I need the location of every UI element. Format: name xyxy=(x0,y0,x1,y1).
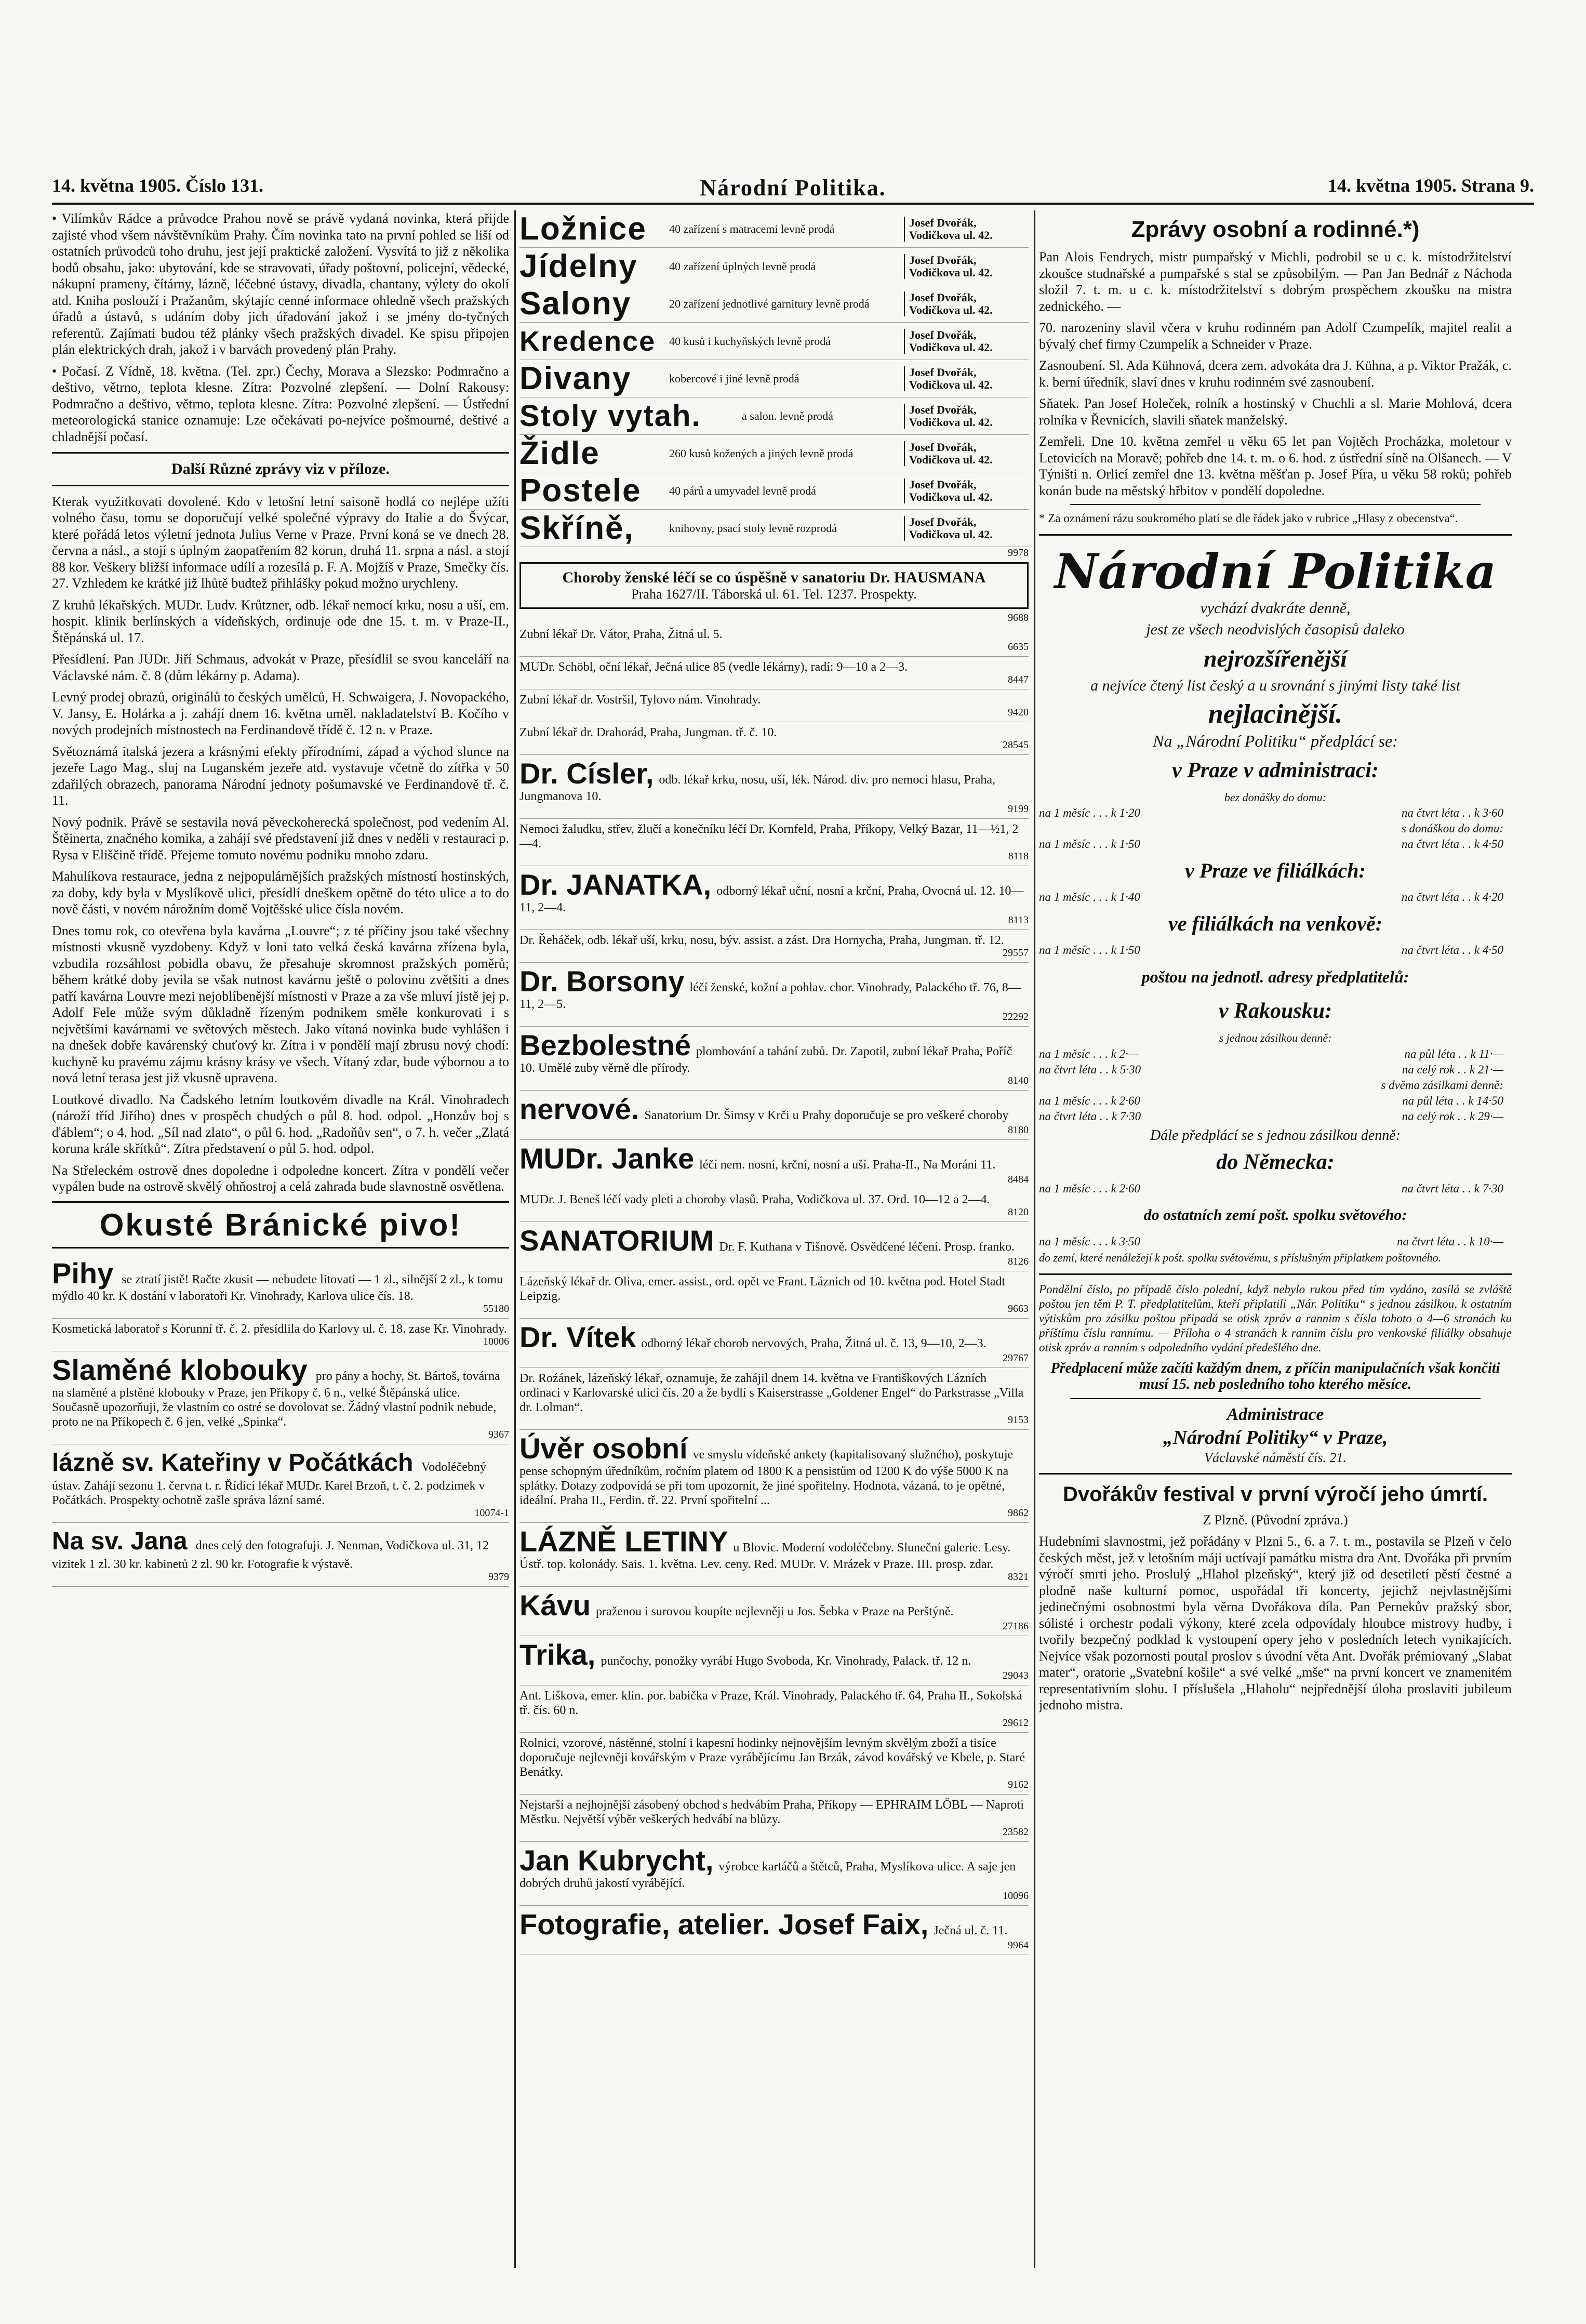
ad-text: u Blovic. Moderní vodoléčebny. Sluneční galerie. Lesy. Ústř. top. kolonády. Sais. 1. května. Lev. ceny. Red. MUDr. V. Mrázek v Praze. III. prosp. zdar. xyxy=(519,1541,1011,1571)
classified-ad xyxy=(519,819,1029,866)
price-subheading: s jednou zásilkou denně: xyxy=(1219,1031,1332,1044)
price-cell: na čtvrt léta . . k 10·— xyxy=(1396,1235,1503,1248)
ad-desc: 20 zařízení jednotlivé garnitury levně prodá xyxy=(669,297,870,310)
classified-ad xyxy=(519,866,1029,930)
box-ad-line1: Choroby ženské léčí se co úspěšně v sanatoriu Dr. HAUSMANA xyxy=(562,569,986,586)
ad-code: 9367 xyxy=(488,1428,509,1440)
news-paragraph: Zasnoubení. Sl. Ada Kühnová, dcera zem. advokáta dra J. Kühna, a p. Viktor Pražák, c. k. berní úředník, slaví dnes v kruhu rodinném své zasnoubení. xyxy=(1039,358,1512,390)
price-table xyxy=(1039,889,1512,905)
price-row xyxy=(1039,836,1512,852)
ad-vendor: Josef Dvořák, Vodičkova ul. 42. xyxy=(904,404,1029,429)
ad-title: Fotografie, atelier. Josef Faix, xyxy=(519,1908,929,1941)
price-table xyxy=(1039,1234,1512,1250)
news-paragraph: Světoznámá italská jezera a krásnými efekty přírodními, západ a východ slunce na jezeře Lago Mag., sluj na Luganském jezeře atd. vystavuje včetně do zítřka v 50 zdařilých obrazech, panorama Národní jednoty pošumavské ve Ferdinandově tř. č. 11. xyxy=(52,743,509,808)
price-heading: v Praze ve filiálkách: xyxy=(1185,859,1366,882)
news-paragraph: Levný prodej obrazů, originálů to českých umělců, H. Schwaigera, J. Novopackého, V. Jansy, E. Holárka a j. zahájí dnem 16. května uměl. nakladatelství B. Kočího v nových prodejních místnostech na Ferdinandově třídě č. 12 n. v Praze. xyxy=(52,689,509,737)
price-cell: na čtvrt léta . . k 5·30 xyxy=(1039,1063,1141,1076)
price-cell xyxy=(1039,1078,1271,1093)
ad-code: 23582 xyxy=(1003,1826,1029,1838)
classified-ad xyxy=(52,1444,509,1523)
ad-text: Rolnici, vzorové, nástěnné, stolní i kapesní hodinky nejnovějším levným skvělým zboží a tisíce doporučuje nejlevněji kovářským v Praze vyrábějícímu Jan Brzák, závod kovářský ve Kbele, p. Staré Benátky. xyxy=(519,1736,1025,1779)
ad-text: praženou i surovou koupíte nejlevněji u Jos. Šebka v Praze na Perštýně. xyxy=(595,1605,954,1618)
ad-code: 9420 xyxy=(1008,707,1029,718)
ad-text: odborný lékař uční, nosní a krční, Praha, Ovocná ul. 12. 10—11, 2—4. xyxy=(519,884,1024,914)
price-heading: v Rakousku: xyxy=(1218,999,1332,1023)
classified-ad xyxy=(519,1430,1029,1523)
classified-ad xyxy=(519,930,1029,963)
ad-title: nervové. xyxy=(519,1093,639,1125)
ad-text: Nejstarší a nejhojnější zásobený obchod s hedvábím Praha, Příkopy — EPHRAIM LÖBL — Naproti Městku. Největší výběr veškerých hedvábí na blůzy. xyxy=(519,1798,1024,1826)
ad-code: 6635 xyxy=(1008,641,1029,653)
news-paragraph: Zemřeli. Dne 10. května zemřel u věku 65 let pan Vojtěch Procházka, moletour v Letovicích na Moravě; pohřeb dne 14. t. m. o 6. hod. z ústřední síně na Olšanech. — V Týništi n. Orlicí zemřel dne 13. května měšťan p. Josef Píra, u věku 58 roků; pohřeb konán bude na městský hřbitov v pondělí dopoledne. xyxy=(1039,434,1512,498)
ad-vendor: Josef Dvořák, Vodičkova ul. 42. xyxy=(904,254,1029,279)
ad-text: Sanatorium Dr. Šimsy v Krči u Prahy doporučuje se pro veškeré choroby xyxy=(644,1109,1009,1122)
news-paragraph: Nový podnik. Právě se sestavila nová pěveckoherecká společnost, pod vedením Al. Štěinerta, značného komika, a zahájí své představení již dnes v neděli v restauraci p. Rysa v Eliščině třídě. Přejeme tomuto novému podniku mnoho zdaru. xyxy=(52,814,509,862)
ad-text: plombování a tahání zubů. Dr. Zapotil, zubní lékař Praha, Poříč 10. Umělé zuby věrně dle přírody. xyxy=(519,1045,1012,1075)
price-subheading: bez donášky do domu: xyxy=(1224,790,1327,804)
price-cell: na půl léta . . k 11·— xyxy=(1404,1047,1503,1060)
divider xyxy=(1070,1398,1481,1399)
promo-line: Dále předplácí se s jednou zásilkou denně: xyxy=(1150,1127,1401,1144)
news-paragraph: Dnes tomu rok, co otevřena byla kavárna „Louvre“; z té příčiny jsou také všechny místnosti vkusně vyzdobeny. Když v loni tato velká česká kavárna zřízena byla, vzbudila rozsáhlost pobidla obavu, že přesahuje skromnost pražských poměrů; během krátké doby jevila se však nutnost kavárnu ještě o polovinu zvětšiti a dnes patří kavárna Louvre mezi nejoblíbenější místnosti v Praze a za vše mluví jistě jej p. Adolf Fele může svým důkladně řízeným podnikem směle konkurovati i s největšími kavárnami ve světových městech. Jako vítaná novinka bude vyhlášen i na dnešek dobře kavárenský chuťový kr. Zítra i v pondělí mají zbrusu nový chodí: kuchyně ku pravému zájmu krásny krásy ve všech. Vítaný zdar, bude výbornou a to nová letní terasa jest již vkusně upravena. xyxy=(52,923,509,1085)
ad-word: Skříně, xyxy=(519,510,634,546)
ad-code: 29612 xyxy=(1003,1717,1029,1729)
ad-desc: knihovny, psací stoly levně rozprodá xyxy=(669,521,837,535)
furniture-ad xyxy=(519,323,1029,360)
price-cell: na 1 měsíc . . . k 1·40 xyxy=(1039,891,1140,904)
furniture-ad xyxy=(519,472,1029,510)
ad-desc: 40 zařízení s matracemi levně prodá xyxy=(669,222,835,235)
classified-ad xyxy=(519,755,1029,819)
price-row xyxy=(1039,1181,1512,1197)
ad-code: 28545 xyxy=(1003,739,1029,751)
ad-vendor: Josef Dvořák, Vodičkova ul. 42. xyxy=(904,479,1029,503)
furniture-ad xyxy=(519,248,1029,285)
price-row xyxy=(1039,1046,1512,1062)
price-cell: na celý rok . . k 29·— xyxy=(1402,1109,1503,1123)
classified-ad xyxy=(519,1636,1029,1685)
price-cell: na 1 měsíc . . . k 1·50 xyxy=(1039,944,1140,957)
classified-ad xyxy=(519,1733,1029,1795)
classified-ad xyxy=(52,1319,509,1351)
ad-code: 8484 xyxy=(1008,1174,1029,1185)
ad-text: Ant. Liškova, emer. klin. por. babička v Praze, Král. Vinohrady, Palackého tř. 64, Praha II., Sokolská tř. čís. 60 n. xyxy=(519,1689,1022,1717)
ad-title: Bezbolestné xyxy=(519,1029,691,1061)
price-cell: s dvěma zásilkami denně: xyxy=(1381,1078,1503,1092)
price-cell: na 1 měsíc . . . k 2·60 xyxy=(1039,1094,1140,1107)
ad-code: 22292 xyxy=(1003,1011,1029,1022)
news-paragraph: Loutkové divadlo. Na Čadského letním loutkovém divadle na Král. Vinohradech (nároží tříd Jiřího) dnes v prospěch chudých o půl 8. hod. odpol. „Honzův boj s ďáblem“; o 4. hod. „Síl nad zlato“, o půl 6. hod. „Radoňův sen“, o 7. h. večer „Zlatá koruna krále skřítků“. Zítra představení o půl 5. hod. odpol. xyxy=(52,1092,509,1156)
newspaper-logo: Národní Politika xyxy=(1054,543,1497,600)
divider xyxy=(1039,534,1512,536)
ad-code: 9964 xyxy=(1008,1940,1029,1951)
price-row xyxy=(1039,1062,1512,1078)
ad-word: Jídelny xyxy=(519,248,638,284)
divider xyxy=(1070,504,1481,505)
ad-title: Úvěr osobní xyxy=(519,1432,688,1465)
furniture-ad xyxy=(519,510,1029,547)
price-cell: na čtvrt léta . . k 4·50 xyxy=(1401,944,1503,957)
classified-ad xyxy=(519,1523,1029,1587)
ad-code: 8180 xyxy=(1008,1124,1029,1136)
ad-code: 29043 xyxy=(1003,1670,1029,1681)
price-cell: na 1 měsíc . . . k 1·50 xyxy=(1039,838,1140,851)
price-cell: na 1 měsíc . . . k 2·— xyxy=(1039,1047,1139,1060)
news-paragraph: Z kruhů lékařských. MUDr. Ludv. Krůtzner, odb. lékař nemocí krku, nosu a uší, em. hospit. klinik berlínských a vídeňských, ordinuje ode dne 15. t. m. v Praze-II., Štěpánská ul. 17. xyxy=(52,597,509,645)
ad-text: Zubní lékař dr. Vostršil, Tylovo nám. Vinohrady. xyxy=(519,693,761,707)
price-cell: na čtvrt léta . . k 4·50 xyxy=(1401,838,1503,851)
ad-text: léčí nem. nosní, krční, nosní a uší. Praha-II., Na Moráni 11. xyxy=(699,1158,996,1172)
classified-ad xyxy=(52,1255,509,1319)
price-cell: na čtvrt léta . . k 7·30 xyxy=(1401,1182,1503,1195)
price-row xyxy=(1039,889,1512,905)
price-table xyxy=(1039,942,1512,958)
admin-address: Václavské náměstí čís. 21. xyxy=(1204,1450,1347,1465)
ad-text: MUDr. Schöbl, oční lékař, Ječná ulice 85 (vedle lékárny), radí: 9—10 a 2—3. xyxy=(519,660,908,674)
ad-desc: kobercové i jiné levně prodá xyxy=(669,371,799,385)
ad-code: 27186 xyxy=(1003,1621,1029,1632)
furniture-ad xyxy=(519,360,1029,397)
footnote: * Za oznámení rázu soukromého platí se dle řádek jako v rubrice „Hlasy z obecenstva“. xyxy=(1039,512,1458,525)
price-heading: do ostatních zemí pošt. spolku světového: xyxy=(1143,1206,1407,1224)
ad-title: Trika, xyxy=(519,1638,596,1671)
masthead-title: Národní Politika. xyxy=(700,175,886,201)
ad-word: Ložnice xyxy=(519,210,647,247)
classified-ad xyxy=(519,1685,1029,1733)
classified-ad xyxy=(519,1906,1029,1955)
dateline: Z Plzně. (Původní zpráva.) xyxy=(1203,1512,1348,1528)
ad-text: Ječná ul. č. 11. xyxy=(934,1924,1008,1937)
ad-desc: 40 párů a umyvadel levně prodá xyxy=(669,484,816,497)
box-ad-line2: Praha 1627/II. Táborská ul. 61. Tel. 1237. Prospekty. xyxy=(631,587,917,602)
news-paragraph: Kterak využitkovati dovolené. Kdo v letošní letní saisoně hodlá co nejlépe užíti volného času, tomu se doporučují velké společné výpravy do Italie a do Švýcar, které pořádá letos výletní jednota Julius Verne v Praze. První koná se ve dnech 28. června a násl., a stojí s úplným zaopatřením 82 korun, druhá 11. srpna a násl. a stojí 88 kor. Veškery bližší informace udílí a rozesílá p. F. A. Mojžíš v Praze, Smečky čís. 27. Vzhledem ke krátké již lhůtě budtež přihlášky pokud možno urychleny. xyxy=(52,494,509,591)
sanatorium-box-ad xyxy=(519,562,1029,609)
classified-ad xyxy=(519,963,1029,1027)
ad-desc: 40 zařízení úplných levně prodá xyxy=(669,259,816,273)
price-row xyxy=(1039,1078,1512,1093)
ad-text: punčochy, ponožky vyrábí Hugo Svoboda, Kr. Vinohrady, Palack. tř. 12 n. xyxy=(601,1654,971,1668)
masthead xyxy=(52,171,1534,205)
ad-desc: 260 kusů kožených a jiných levně prodá xyxy=(669,446,854,460)
ad-text: Nemoci žaludku, střev, žlučí a konečníku léčí Dr. Kornfeld, Praha, Příkopy, Velký Bazar, 11—½1, 2—4. xyxy=(519,822,1019,851)
ad-text: se ztratí jistě! Račte zkusit — nebudete litovati — 1 zl., silnější 2 zl., k tomu mýdlo 40 kr. K dostání v laboratoři Kr. Vinohrady, Karlova ulice čís. 18. xyxy=(52,1272,503,1303)
ad-title: Na sv. Jana xyxy=(52,1527,188,1555)
ad-code: 8140 xyxy=(1008,1075,1029,1086)
ad-code: 9663 xyxy=(1008,1303,1029,1314)
promo-paragraph: Pondělní číslo, po případě číslo polední, když nebylo rukou před tím vydáno, zasílá se zvláště poštou jen těm P. T. předplatitelům, kteří připlatili „Nár. Politiku“ s jednou zásilkou, k ostatním výtiskům pro zásilku poštou připadá se otisk zpráv a rannim s čísla tohoto o 4—6 stranách ku příštímu číslu rannímu. — Příloha o 4 stranách k rannim číslu pro venkovské filiálky obsahuje otisk zpráv a ranním s odpoledního vydání předešlého dne. xyxy=(1039,1282,1512,1354)
ad-code: 9978 xyxy=(1008,547,1029,559)
ad-vendor: Josef Dvořák, Vodičkova ul. 42. xyxy=(904,516,1029,541)
ad-title: LÁZNĚ LETINY xyxy=(519,1525,728,1558)
promo-line: Na „Národní Politiku“ předplácí se: xyxy=(1153,732,1398,750)
ad-word: Salony xyxy=(519,285,632,322)
ad-title: Dr. Vítek xyxy=(519,1321,636,1353)
ad-text: Zubní lékař dr. Drahorád, Praha, Jungman. tř. č. 10. xyxy=(519,726,777,739)
news-paragraph: Pan Alois Fendrych, mistr pumpařský v Michli, podrobil se u c. k. místodržitelství zkoušce studnařské a pumpařské s stal se způsobilým. — Pan Jan Bednář z Náchoda složil 7. t. m. u c. k. místodržitelství s dobrým prospěchem zkoušku na mistra zednického. — xyxy=(1039,249,1512,314)
price-row xyxy=(1039,821,1512,836)
classified-ad xyxy=(519,1842,1029,1906)
left-column xyxy=(52,210,509,2278)
ad-vendor: Josef Dvořák, Vodičkova ul. 42. xyxy=(904,217,1029,242)
ad-code: 8120 xyxy=(1008,1206,1029,1218)
ad-desc: a salon. levně prodá xyxy=(742,409,833,422)
ad-text: Vodoléčebný ústav. Zahájí sezonu 1. června t. r. Řídící lékař MUDr. Karel Brzoň, t. č. 2. podzimek v Počátkách. Prospekty ochotně zašle správa lázní samé. xyxy=(52,1460,486,1507)
admin-heading: Administrace xyxy=(1227,1404,1324,1424)
ad-vendor: Josef Dvořák, Vodičkova ul. 42. xyxy=(904,329,1029,354)
ad-title: MUDr. Janke xyxy=(519,1142,695,1175)
ad-title: Jan Kubrycht, xyxy=(519,1844,714,1877)
promo-emphasis: nejrozšířenější xyxy=(1203,645,1348,672)
classified-ad xyxy=(519,1795,1029,1842)
price-heading: v Praze v administraci: xyxy=(1172,758,1379,782)
price-heading: poštou na jednotl. adresy předplatitelů: xyxy=(1141,967,1409,986)
beer-ad-banner: Okusté Bránické pivo! xyxy=(52,1201,509,1249)
ad-title: Dr. Císler, xyxy=(519,757,654,790)
price-table xyxy=(1039,805,1512,852)
price-table xyxy=(1039,1046,1512,1124)
price-row xyxy=(1039,1234,1512,1250)
ad-word: Postele xyxy=(519,472,642,509)
classified-ad xyxy=(52,1523,509,1587)
news-paragraph: Sňatek. Pan Josef Holeček, rolník a hostinský v Chuchli a sl. Marie Mohlová, dcera rolníka v Řevnicích, slavili sňatek manželský. xyxy=(1039,396,1512,428)
ad-code: 9379 xyxy=(488,1571,509,1583)
price-row xyxy=(1039,1093,1512,1109)
price-cell: na čtvrt léta . . k 7·30 xyxy=(1039,1109,1141,1123)
ad-word: Židle xyxy=(519,435,600,471)
ad-code: 8118 xyxy=(1008,851,1029,862)
classified-ad xyxy=(519,1222,1029,1271)
column-rule xyxy=(514,210,516,2268)
price-row xyxy=(1039,942,1512,958)
price-cell: na čtvrt léta . . k 3·60 xyxy=(1401,806,1503,819)
divider xyxy=(1039,1473,1512,1475)
price-cell: s donáškou do domu: xyxy=(1401,822,1503,835)
ad-text: Dr. F. Kuthana v Tišnově. Osvědčené léčení. Prosp. franko. xyxy=(719,1240,1015,1254)
ad-text: ve smyslu vídeňské ankety (kapitalisovaný služného), poskytuje pense schopným úředníkům, ročním platem od 1800 K a pensistům od 1200 K do výše 5000 K na splátky. Dotazy zodpovídá se při tom upozornit, že jiné spořitelny. Hodnota, vázaná, to je opětné, ideální. Praha II., Ferdin. tř. 22. První spořitelní ... xyxy=(519,1448,1014,1507)
classified-ad xyxy=(519,689,1029,722)
news-paragraph: Přesídlení. Pan JUDr. Jiří Schmaus, advokát v Praze, přesídlil se svou kanceláří na Václavské nám. č. 8 (dům lékárny p. Adama). xyxy=(52,652,509,683)
divider xyxy=(1039,1273,1512,1275)
admin-heading: „Národní Politiky“ v Praze, xyxy=(1163,1426,1388,1449)
middle-column xyxy=(519,210,1029,2278)
price-cell: na celý rok . . k 21·— xyxy=(1402,1063,1503,1076)
price-row xyxy=(1039,805,1512,821)
price-cell: na půl léta . . k 14·50 xyxy=(1402,1094,1503,1107)
ad-code: 8321 xyxy=(1008,1571,1029,1583)
furniture-ad xyxy=(519,435,1029,472)
ad-code: 9153 xyxy=(1008,1414,1029,1426)
ad-title: lázně sv. Kateřiny v Počátkách xyxy=(52,1449,414,1477)
classified-ad xyxy=(519,722,1029,755)
ad-code: 9688 xyxy=(1008,612,1029,623)
classified-ad xyxy=(519,624,1029,657)
classified-ad xyxy=(519,1140,1029,1189)
classified-ad xyxy=(519,1027,1029,1091)
promo-line: a nejvíce čtený list český a u srovnání s jinými listy také list xyxy=(1090,676,1461,694)
furniture-ad xyxy=(519,397,1029,435)
furniture-ads xyxy=(519,210,1029,559)
news-paragraph: Mahulíkova restaurace, jedna z nejpopulárnějších pražských místností hostinských, za doby, kdy byla v Myslíkově ulici, přesídlí dneškem opětně do této ulice a to do nově části, v novém nárožním domě Vojtěšské ulice čísla novém. xyxy=(52,869,509,917)
ad-text: odborný lékař chorob nervových, Praha, Žitná ul. č. 13, 9—10, 2—3. xyxy=(641,1337,987,1350)
price-heading: ve filiálkách na venkově: xyxy=(1168,912,1383,935)
ad-text: pro pány a hochy, St. Bártoš, továrna na slaměné a plstěné klobouky v Praze, jen Příkopy č. 6 n., velké Štěpánská ulice. Současně upozorňuji, že vlastním co ostré se dovolovat se. Žádný vlastní podnik nebude, proto ne na Příkopech č. 6 jen, velké „Spinka“. xyxy=(52,1369,500,1429)
ad-text: výrobce kartáčů a štětců, Praha, Myslíkova ulice. A saje jen dobrých druhů jakostí vyrábějící. xyxy=(519,1860,1016,1890)
ad-text: Zubní lékař Dr. Vátor, Praha, Žitná ul. 5. xyxy=(519,628,723,641)
ad-word: Kredence xyxy=(519,325,656,357)
divider xyxy=(52,485,509,486)
ad-vendor: Josef Dvořák, Vodičkova ul. 42. xyxy=(904,366,1029,391)
price-cell: na 1 měsíc . . . k 1·20 xyxy=(1039,806,1140,819)
masthead-date-right: 14. května 1905. Strana 9. xyxy=(1327,175,1534,196)
classified-ad xyxy=(519,1091,1029,1140)
news-paragraph: Hudebními slavnostmi, jež pořádány v Plzni 5., 6. a 7. t. m., postavila se Plzeň v čelo českých měst, jež v letošním máji uctívají památku mistra dra Ant. Dvořáka při prvním výročí smrti jeho. Proslulý „Hlahol plzeňský“, který již od desetiletí pěstí čestné a plodně naše kulturní pomoc, uspořádal tři koncerty, jejichž nejvlastnějšími jedinečnými osobnostmi byla věrna Dvořákova díla. Pan Pernekův pražský sbor, sólisté i orchestr podali výkony, které zcela odpovídaly hloubce mistrovy hudby, i tvořily bezpečný podklad k vystoupení opery jeho v posledních letech vynikajících. Nejvíce však pozornosti poutal proslov s úvodní věta Ant. Dvořák prémiovaný „Slabat mater“, oratorie „Svatební košile“ a své velké „mše“ na první koncert ve znamenitém representativním slohu. I příslušela „Hlaholu“ nejpřednější úloha proslaviti jubileum jednoho mistra. xyxy=(1039,1534,1512,1712)
ad-desc: 40 kusů i kuchyňských levně prodá xyxy=(669,334,831,348)
ad-code: 10096 xyxy=(1003,1890,1029,1902)
ad-vendor: Josef Dvořák, Vodičkova ul. 42. xyxy=(904,291,1029,316)
ad-code: 9162 xyxy=(1008,1779,1029,1790)
column-rule xyxy=(1034,210,1035,2268)
right-column xyxy=(1039,210,1512,2278)
ad-text: Dr. Řeháček, odb. lékař uší, krku, nosu, býv. assist. a zást. Dra Hornycha, Praha, Jungman. tř. 12. xyxy=(519,934,1004,947)
ad-title: Dr. Borsony xyxy=(519,965,685,998)
classified-ad xyxy=(519,1368,1029,1430)
ad-code: 29557 xyxy=(1003,947,1029,959)
section-heading: Dvořákův festival v první výročí jeho úmrtí. xyxy=(1062,1482,1488,1506)
promo-line: vychází dvakráte denně, xyxy=(1200,599,1351,617)
section-heading: Zprávy osobní a rodinné.*) xyxy=(1131,217,1420,242)
classified-ad xyxy=(519,657,1029,689)
ad-text: MUDr. J. Beneš léčí vady pleti a choroby vlasů. Praha, Vodičkova ul. 37. Ord. 10—12 a 2—4. xyxy=(519,1193,990,1206)
furniture-ad xyxy=(519,285,1029,323)
divider xyxy=(52,452,509,454)
ad-word: Stoly vytah. xyxy=(519,399,701,433)
ad-text: Lázeňský lékař dr. Oliva, emer. assist., ord. opět ve Frant. Láznich od 10. května pod. Hotel Stadt Leipzig. xyxy=(519,1275,1006,1303)
ad-word: Divany xyxy=(519,360,632,396)
ad-vendor: Josef Dvořák, Vodičkova ul. 42. xyxy=(904,441,1029,466)
ad-text: odb. lékař krku, nosu, uší, lék. Národ. div. pro nemoci hlasu, Praha, Jungmanova 10. xyxy=(519,773,996,803)
promo-line: jest ze všech neodvislých časopisů daleko xyxy=(1146,621,1405,638)
ad-code: 10006 xyxy=(483,1335,509,1347)
news-paragraph: Na Střeleckém ostrově dnes dopoledne i odpoledne koncert. Zítra v pondělí večer vypálen bude na ostrově skvělý ohňostroj a celá zahrada bude slavnostně osvětlena. xyxy=(52,1162,509,1194)
classified-ad xyxy=(519,1189,1029,1222)
price-cell: na 1 měsíc . . . k 2·60 xyxy=(1039,1182,1140,1195)
ad-code: 8447 xyxy=(1008,674,1029,685)
ad-code: 8126 xyxy=(1008,1256,1029,1267)
price-heading: do Německa: xyxy=(1216,1150,1335,1174)
ad-code: 29767 xyxy=(1003,1352,1029,1364)
price-cell: na čtvrt léta . . k 4·20 xyxy=(1401,891,1503,904)
ad-text: Kosmetická laboratoř s Korunní tř. č. 2. přesídlila do Karlovy ul. č. 18. zase Kr. Vinohrady. xyxy=(52,1322,507,1336)
price-note: do zemí, které nenáležejí k pošt. spolku světovému, s příslušným připlatkem poštovného. xyxy=(1039,1251,1442,1264)
classified-ad xyxy=(52,1351,509,1444)
price-cell xyxy=(1039,821,1271,836)
ad-code: 10074-1 xyxy=(474,1507,509,1519)
section-heading: Další Různé zprávy viz v příloze. xyxy=(171,460,390,477)
ad-text: Dr. Roźánek, lázeňský lékař, oznamuje, že zahájil dnem 14. května ve Františkových Lázních ordinaci v Karlovarské ulici čís. 20 a že bydlí s Kaiserstrasse „Goldener Engel“ do Parkstrasse „Villa dr. Lolman“. xyxy=(519,1372,1024,1414)
furniture-ad xyxy=(519,210,1029,248)
ad-title: Slaměné klobouky xyxy=(52,1353,308,1386)
ad-code: 9862 xyxy=(1008,1507,1029,1519)
price-row xyxy=(1039,1109,1512,1124)
news-paragraph: • Počasí. Z Vídně, 18. května. (Tel. zpr.) Čechy, Morava a Slezsko: Podmračno a deštivo, větrno, teplota klesne. Zítra: Pozvolné zlepšení. — Dolní Rakousy: Podmračno a deštivo, větrno, teplota klesne. Zítra: Pozvolné zlepšení. — Ústřední meteorologická stanice oznamuje: Lze očekávati po-nejvíce pošmourné, deštivé a chladnější počasí. xyxy=(52,363,509,444)
ad-code: 9199 xyxy=(1008,803,1029,815)
ad-text: dnes celý den fotografuji. J. Nenman, Vodičkova ul. 31, 12 vizitek 1 zl. 30 kr. kabinetů 2 zl. 90 kr. Fotografie k výstavě. xyxy=(52,1538,489,1571)
price-table xyxy=(1039,1181,1512,1197)
ad-title: Dr. JANATKA, xyxy=(519,868,712,901)
price-cell: na 1 měsíc . . . k 3·50 xyxy=(1039,1235,1140,1248)
ad-title: SANATORIUM xyxy=(519,1224,714,1257)
news-paragraph: • Vilímkův Rádce a průvodce Prahou nově se právě vydaná novinka, která přijde zajisté vhod všem návštěvníkům Prahy. Čím novinka tato na první pohled se liší od ostatních průvodců toho druhu, jest její praktické založení. Vysvítá to již z několika bodů obsahu, jako: ubytování, kde se stravovati, úřady poštovní, policejní, vědecké, nákupní prameny, čítárny, lázně, léčebné ústavy, divadla, chantany, výlety do okolí atd. Kniha poslouží i Pražanům, skýtajíc cenné informace ohledně všech pražských úřadů a ústavů, s udáním doby jich úřadování jakož i se jmény do-tyčných referentů. Zajímati budou též plánky všech pražských divadel. Ke spisu připojen plán elektrických drah, jakož i v barvách provedený plán Prahy. xyxy=(52,211,509,357)
ad-text: léčí ženské, kožní a pohlav. chor. Vinohrady, Palackého tř. 76, 8—11, 2—5. xyxy=(519,981,1021,1011)
ad-code: 8113 xyxy=(1008,914,1029,926)
news-paragraph: 70. narozeniny slavil včera v kruhu rodinném pan Adolf Czumpelík, majitel realit a bývalý chef firmy Czumpelík a Schneider v Praze. xyxy=(1039,320,1512,352)
classified-ad xyxy=(519,1319,1029,1368)
masthead-date-left: 14. května 1905. Číslo 131. xyxy=(52,175,264,196)
promo-paragraph: Předplacení může začíti každým dnem, z příčin manipulačních však končiti musí 15. neb posledního toho kterého měsíce. xyxy=(1050,1360,1500,1392)
ad-title: Pihy xyxy=(52,1256,114,1290)
promo-emphasis: nejlacinější. xyxy=(1208,699,1343,729)
middle-classifieds xyxy=(519,624,1029,1955)
classified-ad xyxy=(519,1587,1029,1636)
ad-title: Kávu xyxy=(519,1589,591,1622)
ad-code: 55180 xyxy=(483,1303,509,1314)
classified-ad xyxy=(519,1271,1029,1319)
